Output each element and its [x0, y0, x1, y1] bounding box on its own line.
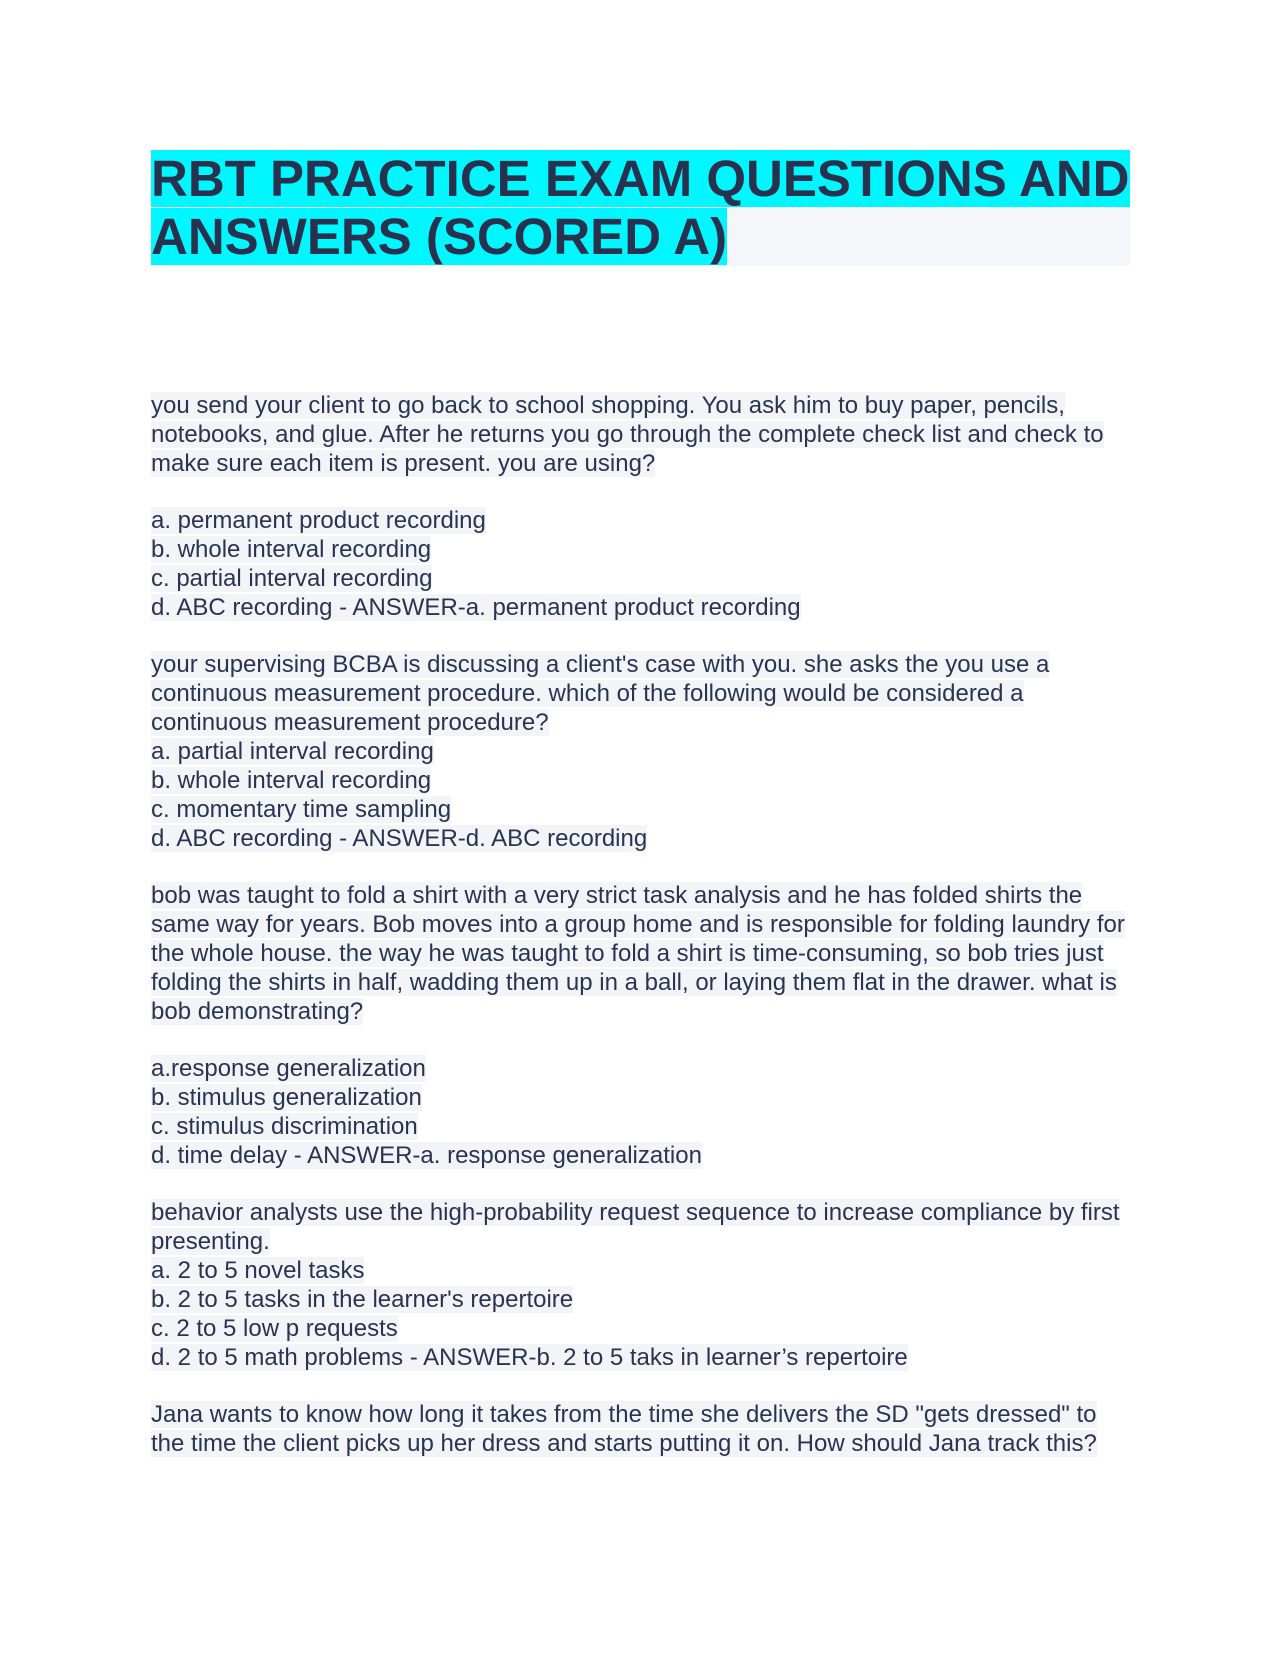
document-page — [151, 150, 1131, 1458]
answer-options — [151, 1256, 1131, 1372]
answer-option: a. partial interval recording — [151, 738, 434, 765]
answer-option: b. whole interval recording — [151, 767, 432, 794]
answer-option: c. 2 to 5 low p requests — [151, 1315, 398, 1342]
answer-option: b. whole interval recording — [151, 536, 432, 563]
answer-option-with-answer: d. 2 to 5 math problems - ANSWER-b. 2 to 5 taks in learner’s repertoire — [151, 1344, 908, 1371]
question-stem: your supervising BCBA is discussing a client's case with you. she asks the you use a continuous measurement procedure. which of the following would be considered a continuous measurement procedure? — [151, 651, 1050, 736]
answer-options — [151, 1054, 1131, 1170]
question-block — [151, 650, 1131, 853]
document-title: RBT PRACTICE EXAM QUESTIONS AND ANSWERS (SCORED A) — [151, 150, 1130, 265]
answer-options — [151, 506, 1131, 622]
question-block — [151, 1400, 1131, 1458]
question-block — [151, 881, 1131, 1170]
question-block — [151, 391, 1131, 622]
question-stem: bob was taught to fold a shirt with a very strict task analysis and he has folded shirts the same way for years. Bob moves into a group home and is responsible for folding laundry for the whole house. the way he was taught to fold a shirt is time-consuming, so bob tries just folding the shirts in half, wadding them up in a ball, or laying them flat in the drawer. what is bob demonstrating? — [151, 882, 1125, 1025]
document-title-block — [151, 150, 1130, 266]
document-content — [151, 391, 1131, 1458]
answer-option-with-answer: d. ABC recording - ANSWER-a. permanent product recording — [151, 594, 801, 621]
answer-option-with-answer: d. time delay - ANSWER-a. response generalization — [151, 1142, 702, 1169]
answer-option: a. permanent product recording — [151, 507, 486, 534]
question-stem: you send your client to go back to school shopping. You ask him to buy paper, pencils, notebooks, and glue. After he returns you go through the complete check list and check to make sure each item is present. you are using? — [151, 392, 1104, 477]
answer-option-with-answer: d. ABC recording - ANSWER-d. ABC recording — [151, 825, 648, 852]
question-block — [151, 1198, 1131, 1372]
answer-option: b. stimulus generalization — [151, 1084, 422, 1111]
answer-option: a.response generalization — [151, 1055, 426, 1082]
answer-option: c. partial interval recording — [151, 565, 433, 592]
question-stem: behavior analysts use the high-probability request sequence to increase compliance by first presenting. — [151, 1199, 1120, 1255]
answer-option: b. 2 to 5 tasks in the learner's repertoire — [151, 1286, 574, 1313]
answer-options — [151, 737, 1131, 853]
answer-option: c. momentary time sampling — [151, 796, 452, 823]
answer-option: a. 2 to 5 novel tasks — [151, 1257, 365, 1284]
question-stem: Jana wants to know how long it takes from the time she delivers the SD "gets dressed" to the time the client picks up her dress and starts putting it on. How should Jana track this? — [151, 1401, 1097, 1457]
answer-option: c. stimulus discrimination — [151, 1113, 418, 1140]
